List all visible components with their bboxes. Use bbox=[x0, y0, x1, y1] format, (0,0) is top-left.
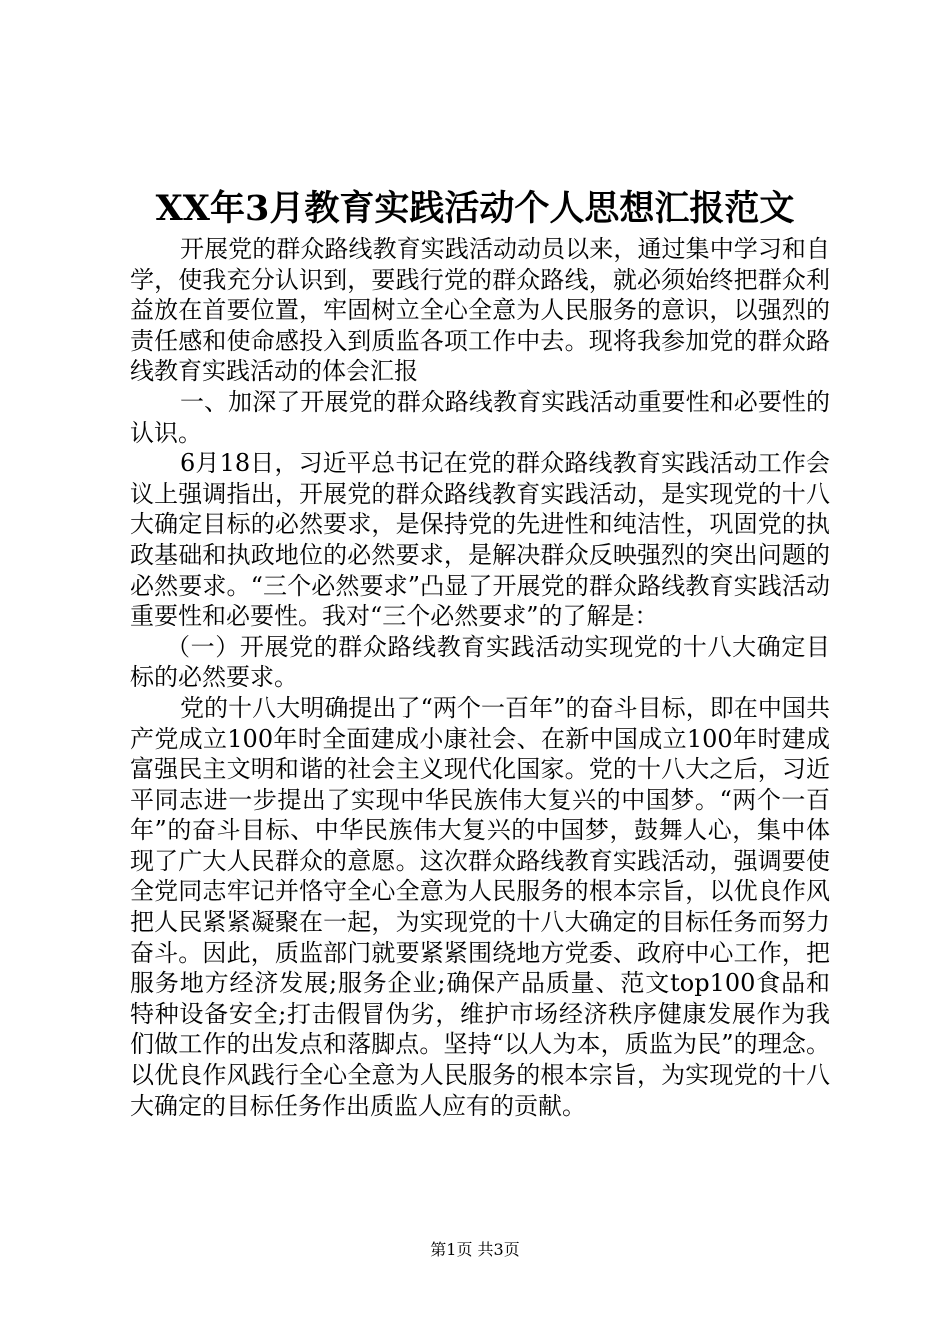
document-title: XX年3月教育实践活动个人思想汇报范文 bbox=[155, 188, 795, 229]
paragraph-subsection-heading-1: （一）开展党的群众路线教育实践活动实现党的十八大确定目标的必然要求。 bbox=[130, 632, 830, 692]
paragraph-section-heading-1: 一、加深了开展党的群众路线教育实践活动重要性和必要性的认识。 bbox=[130, 387, 830, 447]
page-number-footer: 第1页 共3页 bbox=[430, 1240, 520, 1259]
paragraph-two-centenary-goals: 党的十八大明确提出了“两个一百年”的奋斗目标，即在中国共产党成立100年时全面建成小康社会、在新中国成立100年时建成富强民主文明和谐的社会主义现代化国家。党的十八大之后，习近平同志进一步提出了实现中华民族伟大复兴的中国梦。“两个一百年”的奋斗目标、中华民族伟大复兴的中国梦，鼓舞人心，集中体现了广大人民群众的意愿。这次群众路线教育实践活动，强调要使全党同志牢记并恪守全心全意为人民服务的根本宗旨，以优良作风把人民紧紧凝聚在一起，为实现党的十八大确定的目标任务而努力奋斗。因此，质监部门就要紧紧围绕地方党委、政府中心工作，把服务地方经济发展;服务企业;确保产品质量、范文top100食品和特种设备安全;打击假冒伪劣，维护市场经济秩序健康发展作为我们做工作的出发点和落脚点。坚持“以人为本，质监为民”的理念。以优良作风践行全心全意为人民服务的根本宗旨，为实现党的十八大确定的目标任务作出质监人应有的贡献。 bbox=[130, 693, 830, 1120]
paragraph-speech-summary: 6月18日，习近平总书记在党的群众路线教育实践活动工作会议上强调指出，开展党的群众路线教育实践活动，是实现党的十八大确定目标的必然要求，是保持党的先进性和纯洁性，巩固党的执政基础和执政地位的必然要求，是解决群众反映强烈的突出问题的必然要求。“三个必然要求”凸显了开展党的群众路线教育实践活动重要性和必要性。我对“三个必然要求”的了解是： bbox=[130, 449, 830, 631]
document-body bbox=[130, 234, 830, 1121]
paragraph-intro: 开展党的群众路线教育实践活动动员以来，通过集中学习和自学，使我充分认识到，要践行党的群众路线，就必须始终把群众利益放在首要位置，牢固树立全心全意为人民服务的意识，以强烈的责任感和使命感投入到质监各项工作中去。现将我参加党的群众路线教育实践活动的体会汇报 bbox=[130, 235, 830, 386]
